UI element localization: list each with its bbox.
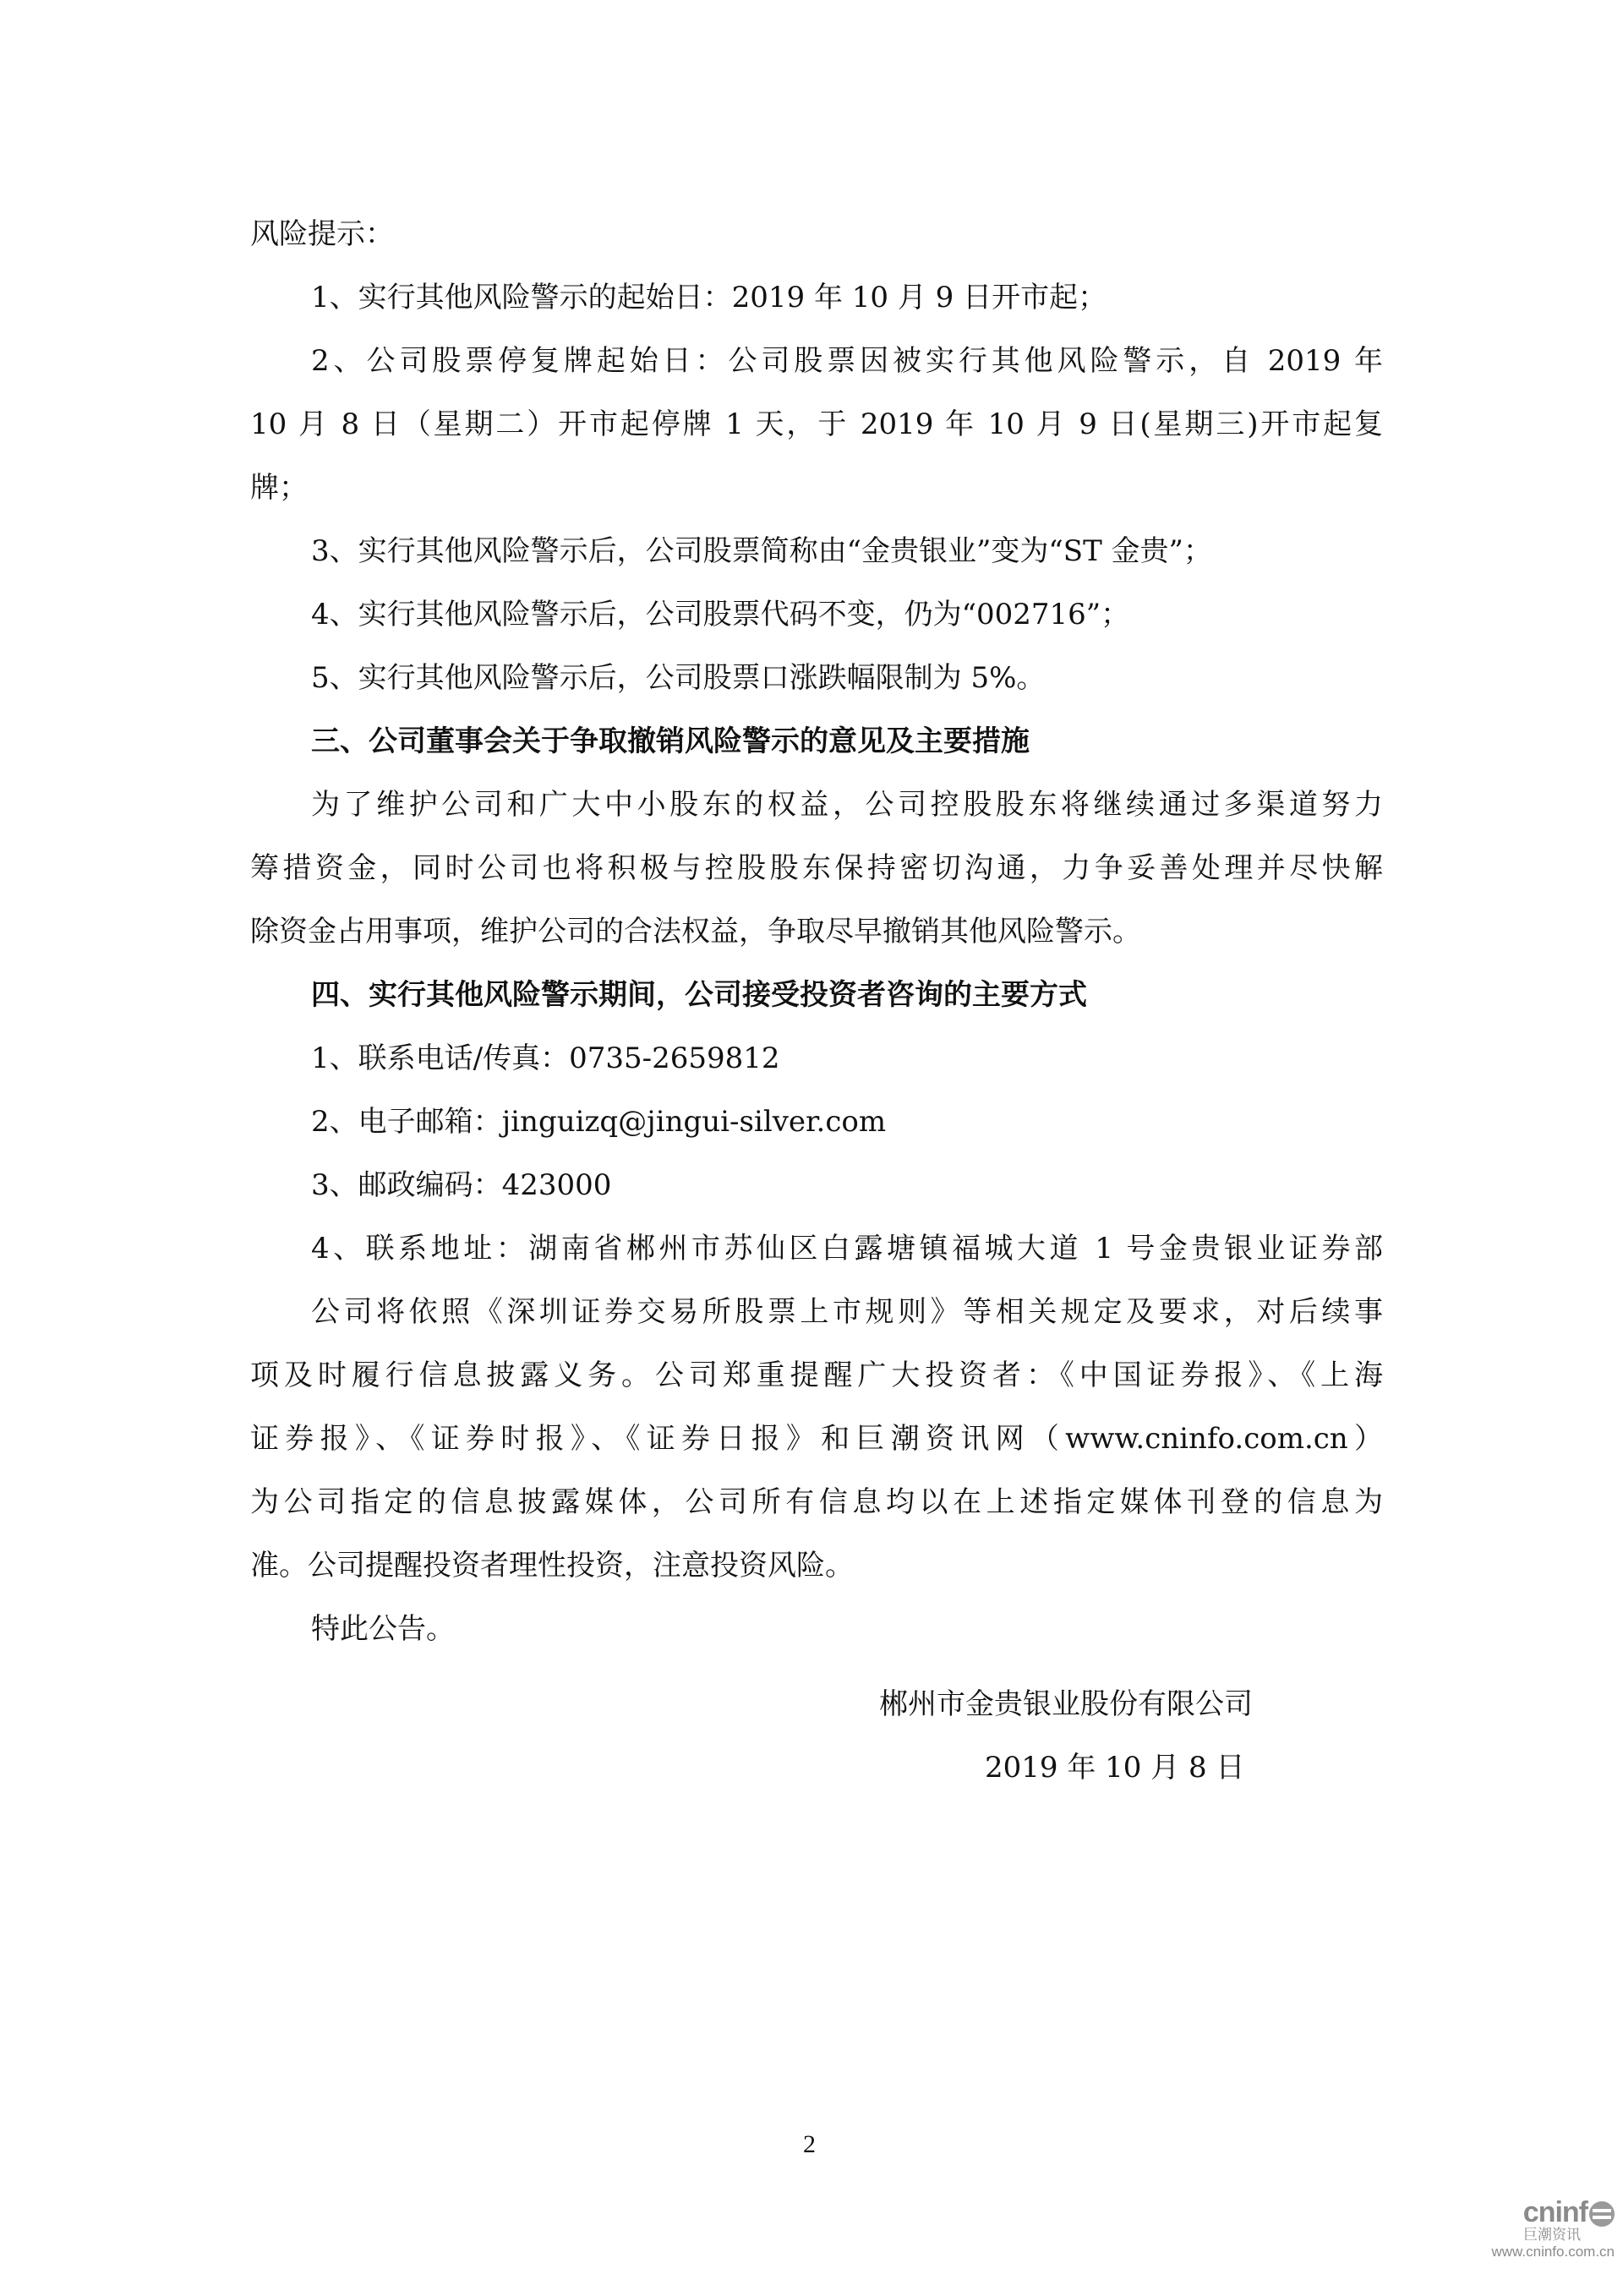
watermark-url: www.cninfo.com.cn bbox=[1491, 2244, 1615, 2260]
signature-date: 2019 年 10 月 8 日 bbox=[985, 1751, 1245, 1785]
cninfo-watermark bbox=[1462, 2198, 1615, 2260]
closing-statement: 特此公告。 bbox=[311, 1612, 455, 1646]
disclosure-para-line-3: 证券报》、《证券时报》、《证券日报》和巨潮资讯网（www.cninfo.com.cn） bbox=[250, 1422, 1383, 1456]
risk-item-2-end: 牌； bbox=[250, 471, 308, 505]
cninfo-logo-icon bbox=[1589, 2201, 1615, 2227]
document-body bbox=[250, 203, 1383, 1661]
contact-email: 2、电子邮箱：jinguizq@jingui-silver.com bbox=[311, 1105, 887, 1139]
watermark-brand bbox=[1462, 2198, 1615, 2227]
section-4-heading: 四、实行其他风险警示期间，公司接受投资者咨询的主要方式 bbox=[311, 978, 1087, 1012]
section-3-para-line-3: 除资金占用事项，维护公司的合法权益，争取尽早撤销其他风险警示。 bbox=[250, 915, 1141, 948]
risk-item-5: 5、实行其他风险警示后，公司股票口涨跌幅限制为 5%。 bbox=[311, 661, 1046, 695]
contact-phone: 1、联系电话/传真：0735-2659812 bbox=[311, 1041, 780, 1075]
signature-company: 郴州市金贵银业股份有限公司 bbox=[879, 1687, 1253, 1721]
disclosure-para-line-1: 公司将依照《深圳证券交易所股票上市规则》等相关规定及要求，对后续事 bbox=[311, 1295, 1383, 1329]
section-3-heading: 三、公司董事会关于争取撤销风险警示的意见及主要措施 bbox=[311, 724, 1030, 758]
page-number: 2 bbox=[803, 2130, 816, 2158]
risk-item-2-cont: 10 月 8 日（星期二）开市起停牌 1 天，于 2019 年 10 月 9 日(星期三)开市起复 bbox=[250, 407, 1383, 441]
section-3-para-line-2: 筹措资金，同时公司也将积极与控股股东保持密切沟通，力争妥善处理并尽快解 bbox=[250, 851, 1383, 885]
risk-item-3: 3、实行其他风险警示后，公司股票简称由“金贵银业”变为“ST 金贵”； bbox=[311, 534, 1212, 568]
watermark-brand-text: cninf bbox=[1522, 2196, 1587, 2228]
disclosure-para-line-5: 准。公司提醒投资者理性投资，注意投资风险。 bbox=[250, 1549, 854, 1583]
contact-address: 4、联系地址：湖南省郴州市苏仙区白露塘镇福城大道 1 号金贵银业证券部 bbox=[311, 1232, 1383, 1266]
risk-item-2: 2、公司股票停复牌起始日：公司股票因被实行其他风险警示，自 2019 年 bbox=[311, 344, 1383, 378]
disclosure-para-line-2: 项及时履行信息披露义务。公司郑重提醒广大投资者：《中国证券报》、《上海 bbox=[250, 1358, 1383, 1392]
risk-item-1: 1、实行其他风险警示的起始日：2019 年 10 月 9 日开市起； bbox=[311, 281, 1107, 314]
risk-tips-label: 风险提示： bbox=[250, 217, 394, 251]
contact-postcode: 3、邮政编码：423000 bbox=[311, 1168, 612, 1202]
section-3-para-line-1: 为了维护公司和广大中小股东的权益，公司控股股东将继续通过多渠道努力 bbox=[311, 788, 1383, 822]
risk-item-4: 4、实行其他风险警示后，公司股票代码不变，仍为“002716”； bbox=[311, 598, 1130, 631]
watermark-brand-cn: 巨潮资讯 bbox=[1523, 2227, 1581, 2244]
disclosure-para-line-4: 为公司指定的信息披露媒体，公司所有信息均以在上述指定媒体刊登的信息为 bbox=[250, 1485, 1383, 1519]
